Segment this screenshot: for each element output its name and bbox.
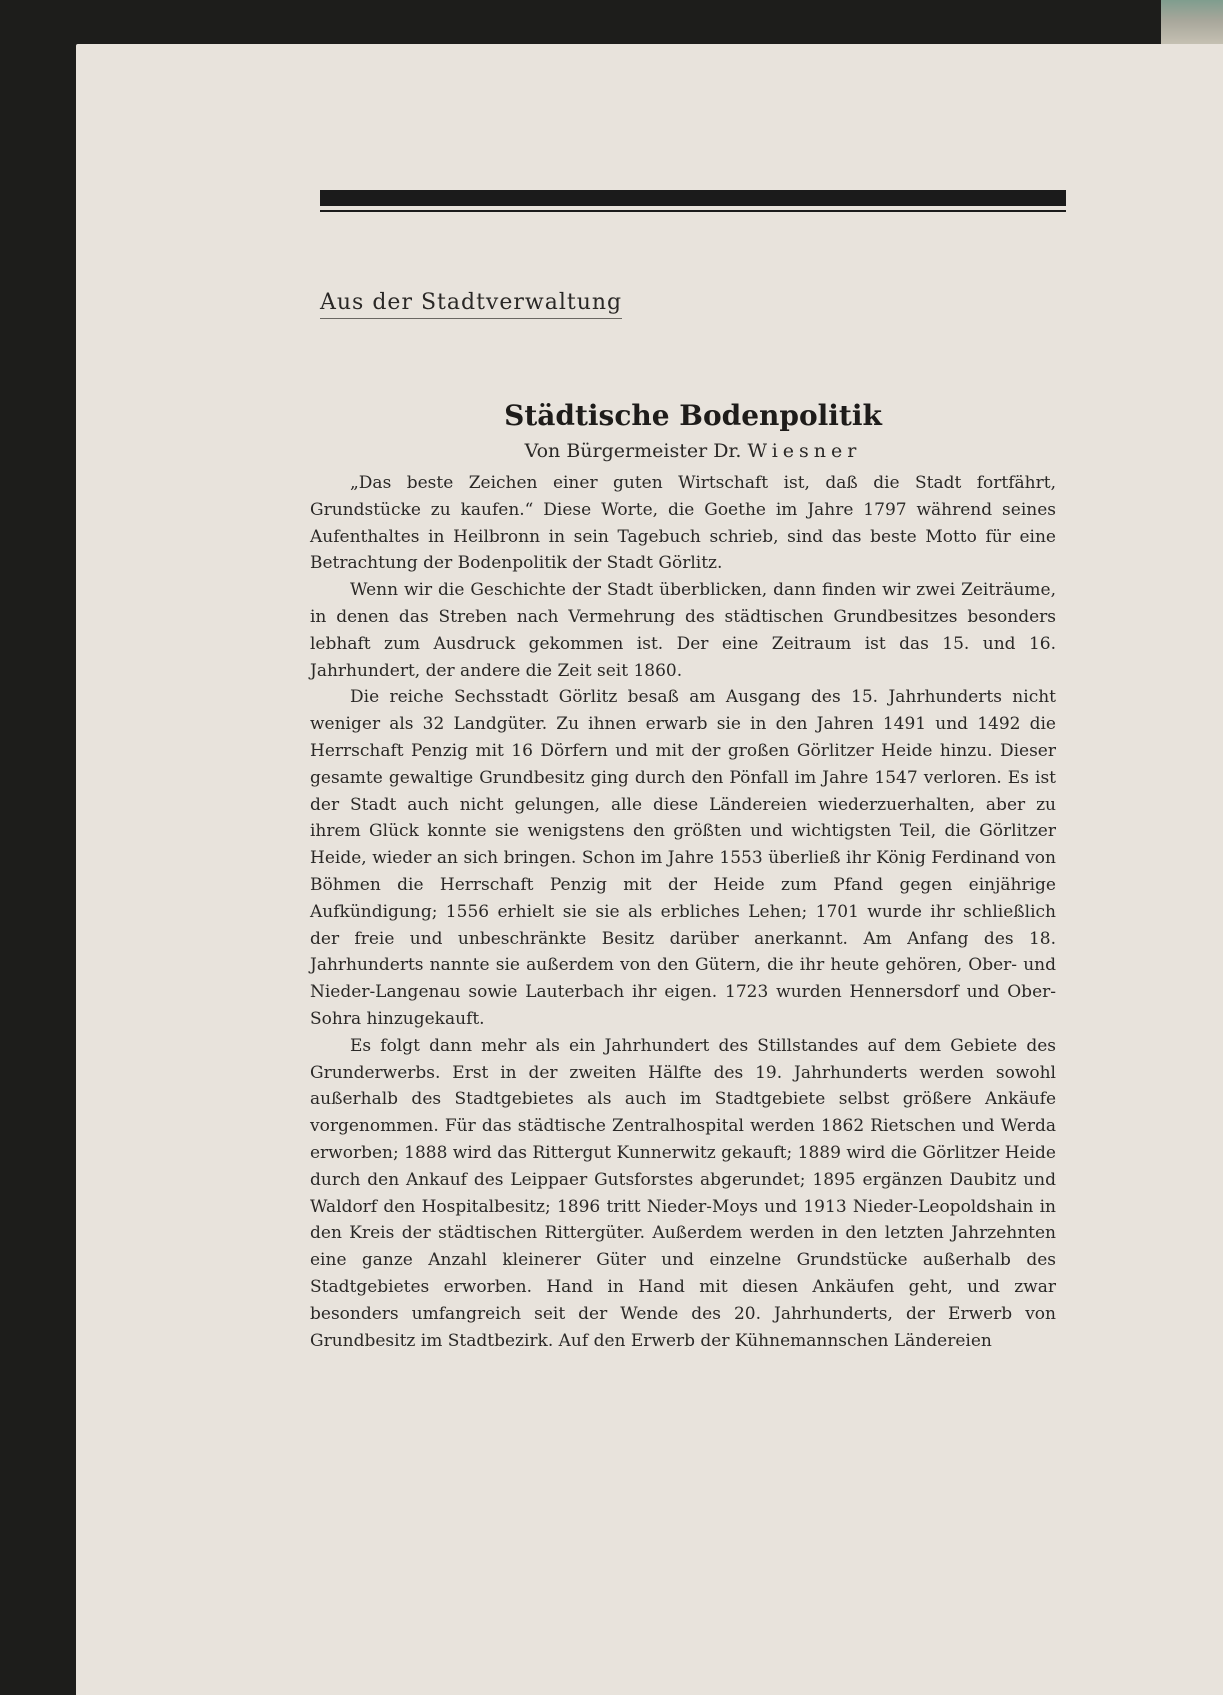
paragraph: „Das beste Zeichen einer guten Wirtschaft ist, daß die Stadt fortfährt, Grundstücke zu kaufen.“ Diese Worte, die Goethe im Jahre 1797 während seines Aufenthaltes in Heilbronn in sein Tagebuch schrieb, sind das beste Motto für eine Betrachtung der Bodenpolitik der Stadt Görlitz. bbox=[310, 473, 1056, 574]
paragraph: Es folgt dann mehr als ein Jahrhundert des Stillstandes auf dem Gebiete des Grunderwerbs. Erst in der zweiten Hälfte des 19. Jahrhunderts werden sowohl außerhalb des Stadtgebietes als auch im Stadtgebiete selbst größere Ankäufe vorgenommen. Für das städtische Zentralhospital werden 1862 Rietschen und Werda erworben; 1888 wird das Rittergut Kunnerwitz gekauft; 1889 wird die Görlitzer Heide durch den Ankauf des Leippaer Gutsforstes abgerundet; 1895 ergänzen Daubitz und Waldorf den Hospitalbesitz; 1896 tritt Nieder-Moys und 1913 Nieder-Leopoldshain in den Kreis der städtischen Rittergüter. Außerdem werden in den letzten Jahrzehnten eine ganze Anzahl kleinerer Güter und einzelne Grundstücke außerhalb des Stadtgebietes erworben. Hand in Hand mit diesen Ankäufen geht, und zwar besonders umfangreich seit der Wende des 20. Jahrhunderts, der Erwerb von Grundbesitz im Stadtbezirk. Auf den Erwerb der Kühnemannschen Ländereien bbox=[310, 1035, 1056, 1351]
article-title: Städtische Bodenpolitik bbox=[504, 399, 882, 432]
document-page bbox=[76, 44, 1223, 1695]
article-body bbox=[310, 470, 1056, 1354]
section-heading: Aus der Stadtverwaltung bbox=[320, 290, 622, 319]
paragraph: Die reiche Sechsstadt Görlitz besaß am Ausgang des 15. Jahrhunderts nicht weniger als 32 Landgüter. Zu ihnen erwarb sie in den Jahren 1491 und 1492 die Herrschaft Penzig mit 16 Dörfern und mit der großen Görlitzer Heide hinzu. Dieser gesamte gewaltige Grundbesitz ging durch den Pönfall im Jahre 1547 verloren. Es ist der Stadt auch nicht gelungen, alle diese Ländereien wiederzuerhalten, aber zu ihrem Glück konnte sie wenigstens den größten und wichtigsten Teil, die Görlitzer Heide, wieder an sich bringen. Schon im Jahre 1553 überließ ihr König Ferdinand von Böhmen die Herrschaft Penzig mit der Heide zum Pfand gegen einjährige Aufkündigung; 1556 erhielt sie sie als erbliches Lehen; 1701 wurde ihr schließlich der freie und unbeschränkte Besitz darüber anerkannt. Am Anfang des 18. Jahrhunderts nannte sie außerdem von den Gütern, die ihr heute gehören, Ober- und Nieder-Langenau sowie Lauterbach ihr eigen. 1723 wurden Hennersdorf und Ober-Sohra hinzugekauft. bbox=[310, 687, 1056, 1029]
paragraph: Wenn wir die Geschichte der Stadt überblicken, dann finden wir zwei Zeiträume, in denen das Streben nach Vermehrung des städtischen Grundbesitzes besonders lebhaft zum Ausdruck gekommen ist. Der eine Zeitraum ist das 15. und 16. Jahrhundert, der andere die Zeit seit 1860. bbox=[310, 580, 1056, 681]
byline-prefix: Von Bürgermeister Dr. bbox=[524, 440, 742, 462]
article-byline bbox=[320, 440, 1066, 462]
header-rule-thin bbox=[320, 210, 1066, 212]
byline-author-name: Wiesner bbox=[747, 440, 862, 462]
header-rule-thick bbox=[320, 190, 1066, 206]
